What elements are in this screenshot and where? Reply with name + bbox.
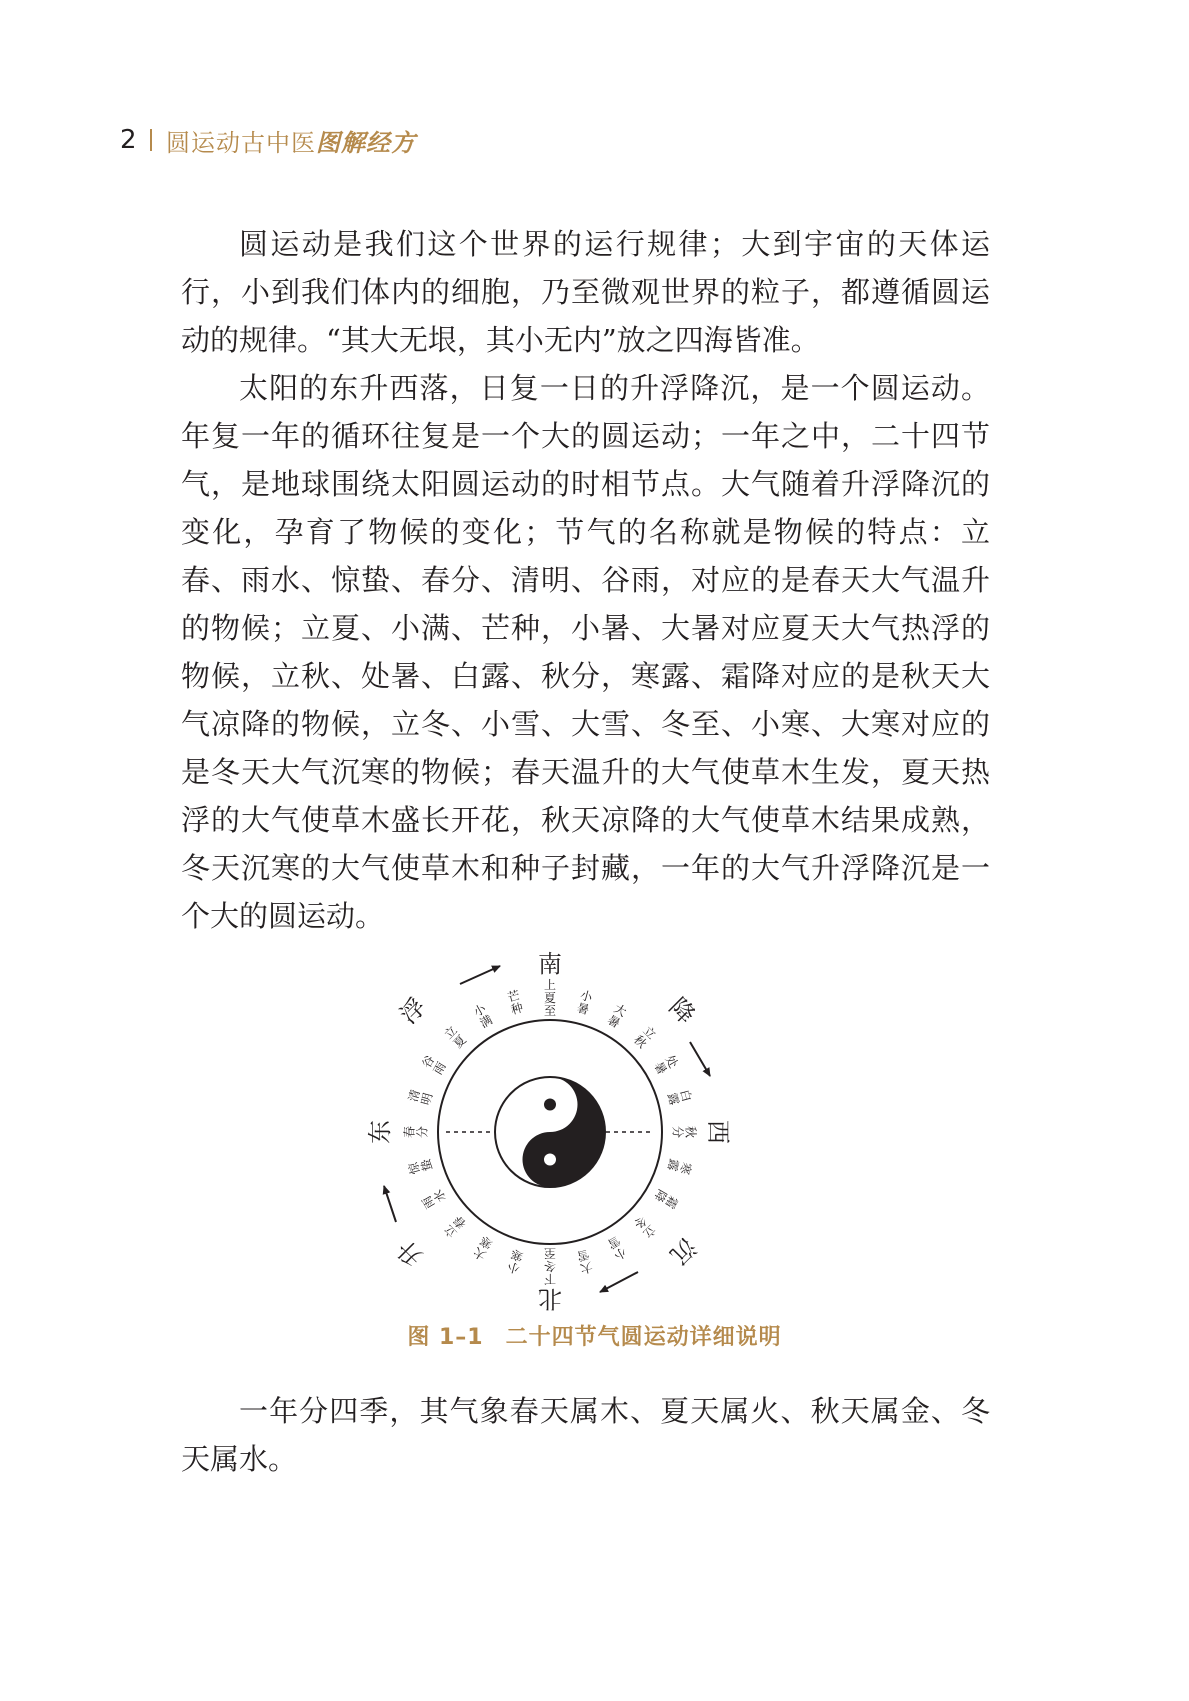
solar-term-char: 分 bbox=[670, 1125, 685, 1139]
solar-term bbox=[671, 1126, 699, 1138]
solar-term-char: 明 bbox=[418, 1091, 436, 1107]
solar-term-char: 冬 bbox=[631, 1213, 650, 1232]
caption-number: 图 1–1 bbox=[407, 1325, 484, 1350]
solar-term bbox=[575, 988, 595, 1017]
solar-term-char: 大 bbox=[578, 1259, 594, 1276]
direction-north: 北 bbox=[538, 1285, 562, 1313]
solar-term bbox=[419, 1187, 448, 1211]
solar-terms-diagram bbox=[360, 902, 800, 1322]
solar-term-char: 小 bbox=[471, 1001, 489, 1020]
solar-term-char: 种 bbox=[509, 1000, 525, 1018]
arrow-se-icon bbox=[690, 1042, 710, 1076]
solar-term-char: 处 bbox=[662, 1053, 681, 1071]
solar-term-char: 谷 bbox=[419, 1053, 438, 1071]
solar-term bbox=[405, 1156, 435, 1176]
solar-term bbox=[575, 1247, 594, 1277]
solar-term-char: 分 bbox=[415, 1125, 430, 1139]
solar-term bbox=[651, 1187, 680, 1211]
solar-term bbox=[506, 988, 525, 1017]
solar-term bbox=[419, 1053, 448, 1077]
solar-term-char: 春 bbox=[450, 1213, 469, 1232]
solar-term-char: 立 bbox=[640, 1023, 659, 1042]
paragraph-3: 一年分四季，其气象春天属木、夏天属火、秋天属金、冬天属水。 bbox=[181, 1394, 990, 1476]
solar-term-char: 春 bbox=[402, 1125, 417, 1139]
caption-text: 二十四节气圆运动详细说明 bbox=[505, 1325, 782, 1350]
solar-term-char: 白 bbox=[677, 1088, 694, 1104]
solar-term bbox=[471, 1001, 496, 1031]
paragraph-1: 圆运动是我们这个世界的运行规律；大到宇宙的天体运行，小到我们体内的细胞，乃至微观世界的粒子，都遵循圆运动的规律。“其大无垠，其小无内”放之四海皆准。 bbox=[181, 227, 990, 357]
solar-term bbox=[471, 1233, 495, 1263]
book-title-main: 圆运动古中医 bbox=[166, 128, 316, 157]
direction-west: 西 bbox=[704, 1120, 732, 1144]
solar-term-char: 寒 bbox=[509, 1246, 525, 1264]
solar-term-char: 夏 bbox=[543, 991, 557, 1005]
solar-term-char: 上 bbox=[543, 978, 557, 992]
solar-term bbox=[405, 1088, 435, 1107]
solar-term-char: 冬 bbox=[543, 1259, 557, 1273]
solar-term bbox=[651, 1053, 681, 1077]
solar-term-char: 至 bbox=[543, 1246, 557, 1260]
solar-term-char: 寒 bbox=[477, 1233, 495, 1252]
solar-term bbox=[605, 1000, 629, 1030]
solar-term bbox=[604, 1233, 629, 1263]
solar-term-char: 满 bbox=[477, 1012, 495, 1031]
page-header bbox=[120, 120, 416, 160]
solar-term-char: 惊 bbox=[406, 1160, 423, 1176]
solar-term-char: 夏 bbox=[450, 1032, 469, 1051]
figure-caption bbox=[0, 1320, 1189, 1351]
solar-term-char: 至 bbox=[543, 1004, 557, 1018]
solar-term-char: 芒 bbox=[506, 988, 522, 1005]
direction-south: 南 bbox=[538, 950, 562, 978]
solar-term-char: 水 bbox=[430, 1187, 449, 1205]
solar-term-char: 雪 bbox=[605, 1233, 623, 1252]
paragraph-2: 太阳的东升西落，日复一日的升浮降沉，是一个圆运动。年复一年的循环往复是一个大的圆运动；一年之中，二十四节气，是地球围绕太阳圆运动的时相节点。大气随着升浮降沉的变化，孕育了物候的变化；节气的名称就是物候的特点：立春、雨水、惊蛰、春分、清明、谷雨，对应的是春天大气温升的物候；立夏、小满、芒种，小暑、大暑对应夏天大气热浮的物候，立秋、处暑、白露、秋分，寒露、霜降对应的是秋天大气凉降的物候，立冬、小雪、大雪、冬至、小寒、大寒对应的是冬天大气沉寒的物候；春天温升的大气使草木生发，夏天热浮的大气使草木盛长开花，秋天凉降的大气使草木结果成熟，冬天沉寒的大气使草木和种子封藏，一年的大气升浮降沉是一个大的圆运动。 bbox=[181, 371, 990, 933]
header-divider bbox=[150, 129, 152, 151]
book-title-emphasis: 图解经方 bbox=[316, 128, 416, 157]
solar-terms-figure bbox=[360, 902, 800, 1322]
solar-term-char: 霜 bbox=[662, 1193, 681, 1211]
solar-term bbox=[665, 1157, 695, 1176]
solar-term-char: 暑 bbox=[651, 1059, 670, 1077]
solar-term bbox=[631, 1213, 659, 1241]
solar-term-char: 蛰 bbox=[418, 1157, 436, 1173]
solar-term-char: 下 bbox=[543, 1272, 557, 1286]
solar-term-char: 暑 bbox=[605, 1012, 623, 1031]
solar-term bbox=[403, 1126, 430, 1138]
yin-yang-icon bbox=[495, 1077, 605, 1187]
book-title bbox=[166, 123, 416, 158]
solar-term bbox=[505, 1247, 525, 1276]
solar-term-char: 暑 bbox=[575, 1000, 591, 1018]
arrow-ne-icon bbox=[460, 966, 500, 984]
solar-term-char: 雨 bbox=[419, 1193, 438, 1211]
solar-term-char: 雪 bbox=[575, 1246, 591, 1264]
solar-term bbox=[665, 1088, 694, 1107]
solar-term-char: 大 bbox=[471, 1244, 489, 1263]
phase-sink: 沉 bbox=[664, 1232, 702, 1270]
phase-float: 浮 bbox=[394, 992, 432, 1030]
solar-term-char: 立 bbox=[441, 1023, 460, 1042]
solar-term bbox=[544, 1246, 556, 1286]
arrow-sw-icon bbox=[600, 1272, 638, 1292]
solar-term-char: 小 bbox=[506, 1259, 522, 1276]
solar-term bbox=[631, 1023, 659, 1051]
solar-term-char: 雨 bbox=[430, 1059, 449, 1077]
solar-term-char: 秋 bbox=[683, 1125, 698, 1139]
arrow-nw-icon bbox=[384, 1186, 396, 1222]
solar-term-char: 小 bbox=[578, 988, 594, 1005]
phase-rise: 升 bbox=[391, 1234, 429, 1272]
solar-term bbox=[441, 1023, 469, 1051]
phase-descend: 降 bbox=[663, 992, 701, 1030]
solar-term-char: 大 bbox=[611, 1001, 629, 1020]
solar-term-char: 降 bbox=[651, 1187, 670, 1205]
solar-term-char: 露 bbox=[664, 1157, 682, 1173]
solar-term-char: 立 bbox=[441, 1222, 460, 1241]
solar-term-char: 寒 bbox=[677, 1160, 694, 1176]
solar-term-char: 清 bbox=[406, 1088, 423, 1104]
solar-term-char: 小 bbox=[611, 1244, 629, 1263]
solar-term-char: 露 bbox=[664, 1091, 682, 1107]
solar-term-char: 立 bbox=[640, 1222, 659, 1241]
solar-term-char: 秋 bbox=[631, 1032, 650, 1051]
direction-east: 东 bbox=[366, 1120, 394, 1144]
page-number: 2 bbox=[120, 125, 137, 155]
solar-term bbox=[544, 977, 556, 1018]
solar-term bbox=[441, 1213, 469, 1241]
